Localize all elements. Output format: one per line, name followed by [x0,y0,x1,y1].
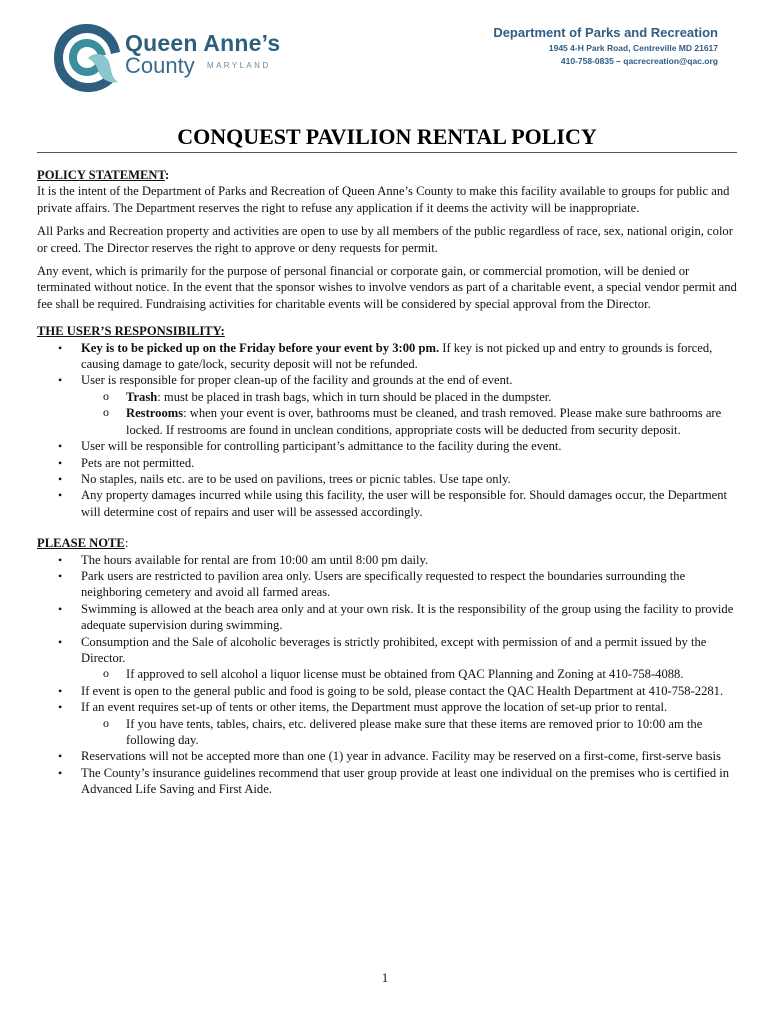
department-info [493,25,718,66]
list-item: • Swimming is allowed at the beach area only and at your own risk. It is the responsibility of the group using the facility to provide adequate supervision during swimming. [37,601,737,634]
county-logo-icon [52,22,122,94]
list-item: • If event is open to the general public and food is going to be sold, please contact the QAC Health Department at 410-758-2281. [37,683,737,699]
policy-paragraph: All Parks and Recreation property and activities are open to use by all members of the public regardless of race, sex, national origin, color or creed. The Director reserves the right to approve or deny requests for permit. [37,224,733,255]
tents-sublist [81,716,737,749]
title-divider [37,152,737,153]
responsibility-list [37,340,737,520]
list-item: • The County’s insurance guidelines recommend that user group provide at least one individual on the premises who is certified in Advanced Life Saving and First Aide. [37,765,737,798]
note-heading: PLEASE NOTE: [37,536,129,551]
page-title: CONQUEST PAVILION RENTAL POLICY [177,124,597,149]
logo-name: Queen Anne’s [125,30,281,56]
page-number: 1 [381,970,389,985]
note-list [37,552,737,798]
department-address: 1945 4-H Park Road, Centreville MD 21617 [548,43,718,53]
list-item: • Consumption and the Sale of alcoholic beverages is strictly prohibited, except with permission of and a permit issued by the Director. o If approved to sell alcohol a liquor license must be obtained from QAC Planning and Zoning at 410-758-4088. [37,634,737,683]
list-item: • Park users are restricted to pavilion area only. Users are specifically requested to respect the boundaries surrounding the neighboring cemetery and avoid all farmed areas. [37,568,737,601]
logo-county: County [125,53,195,78]
policy-paragraph: Any event, which is primarily for the purpose of personal financial or corporate gain, or commercial promotion, will be denied or terminated without notice. In the event that the sponsor wishes to involve vendors as part of a charitable event, a special vendor permit and fee shall be required. Fundraising activities for charitable events will be considered by special approval from the Director. [37,264,737,311]
list-item: • User will be responsible for controlling participant’s admittance to the facility during the event. [37,438,737,454]
department-name: Department of Parks and Recreation [493,25,718,40]
responsibility-heading: THE USER’S RESPONSIBILITY: [37,324,225,339]
list-item: • User is responsible for proper clean-up of the facility and grounds at the end of event. o Trash: must be placed in trash bags, which in turn should be placed in the dumpster. o Restrooms: when your event is over, bathrooms must be cleaned, and trash removed. Please make sure bathrooms are locked. If restrooms are found in unclean conditions, appropriate costs will be deducted from security deposit. [37,372,737,438]
cleanup-sublist [81,389,737,438]
note-section [37,535,737,798]
logo-state: MARYLAND [207,61,271,70]
letterhead [0,0,770,110]
sub-list-item: o If approved to sell alcohol a liquor license must be obtained from QAC Planning and Zoning at 410-758-4088. [81,666,737,682]
alcohol-sublist [81,666,737,682]
list-item: • No staples, nails etc. are to be used on pavilions, trees or picnic tables. Use tape only. [37,471,737,487]
list-item: • Any property damages incurred while using this facility, the user will be responsible for. Should damages occur, the Department will determine cost of repairs and user will be assessed accordingly. [37,487,737,520]
list-item: • If an event requires set-up of tents or other items, the Department must approve the location of set-up prior to rental. o If you have tents, tables, chairs, etc. delivered please make sure that these items are removed prior to 10:00 am the following day. [37,699,737,748]
sub-list-item: o Trash: must be placed in trash bags, which in turn should be placed in the dumpster. [81,389,737,405]
list-item: • Key is to be picked up on the Friday before your event by 3:00 pm. If key is not picked up and entry to grounds is forced, causing damage to gate/lock, security deposit will not be refunded. [37,340,737,373]
list-item: • The hours available for rental are from 10:00 am until 8:00 pm daily. [37,552,737,568]
department-contact: 410-758-0835 – qacrecreation@qac.org [560,56,718,66]
policy-heading: POLICY STATEMENT: [37,168,170,182]
list-item: • Reservations will not be accepted more than one (1) year in advance. Facility may be reserved on a first-come, first-serve basis [37,748,737,764]
document-body [37,167,737,798]
sub-list-item: o If you have tents, tables, chairs, etc. delivered please make sure that these items are removed prior to 10:00 am the following day. [81,716,737,749]
responsibility-section [37,323,737,520]
policy-section [37,167,737,312]
sub-list-item: o Restrooms: when your event is over, bathrooms must be cleaned, and trash removed. Please make sure bathrooms are locked. If restrooms are found in unclean conditions, appropriate costs will be deducted from security deposit. [81,405,737,438]
list-item: • Pets are not permitted. [37,455,737,471]
policy-paragraph: It is the intent of the Department of Parks and Recreation of Queen Anne’s County to make this facility available to groups for public and private affairs. The Department reserves the right to refuse any application if it deems the activity will be inappropriate. [37,184,730,215]
